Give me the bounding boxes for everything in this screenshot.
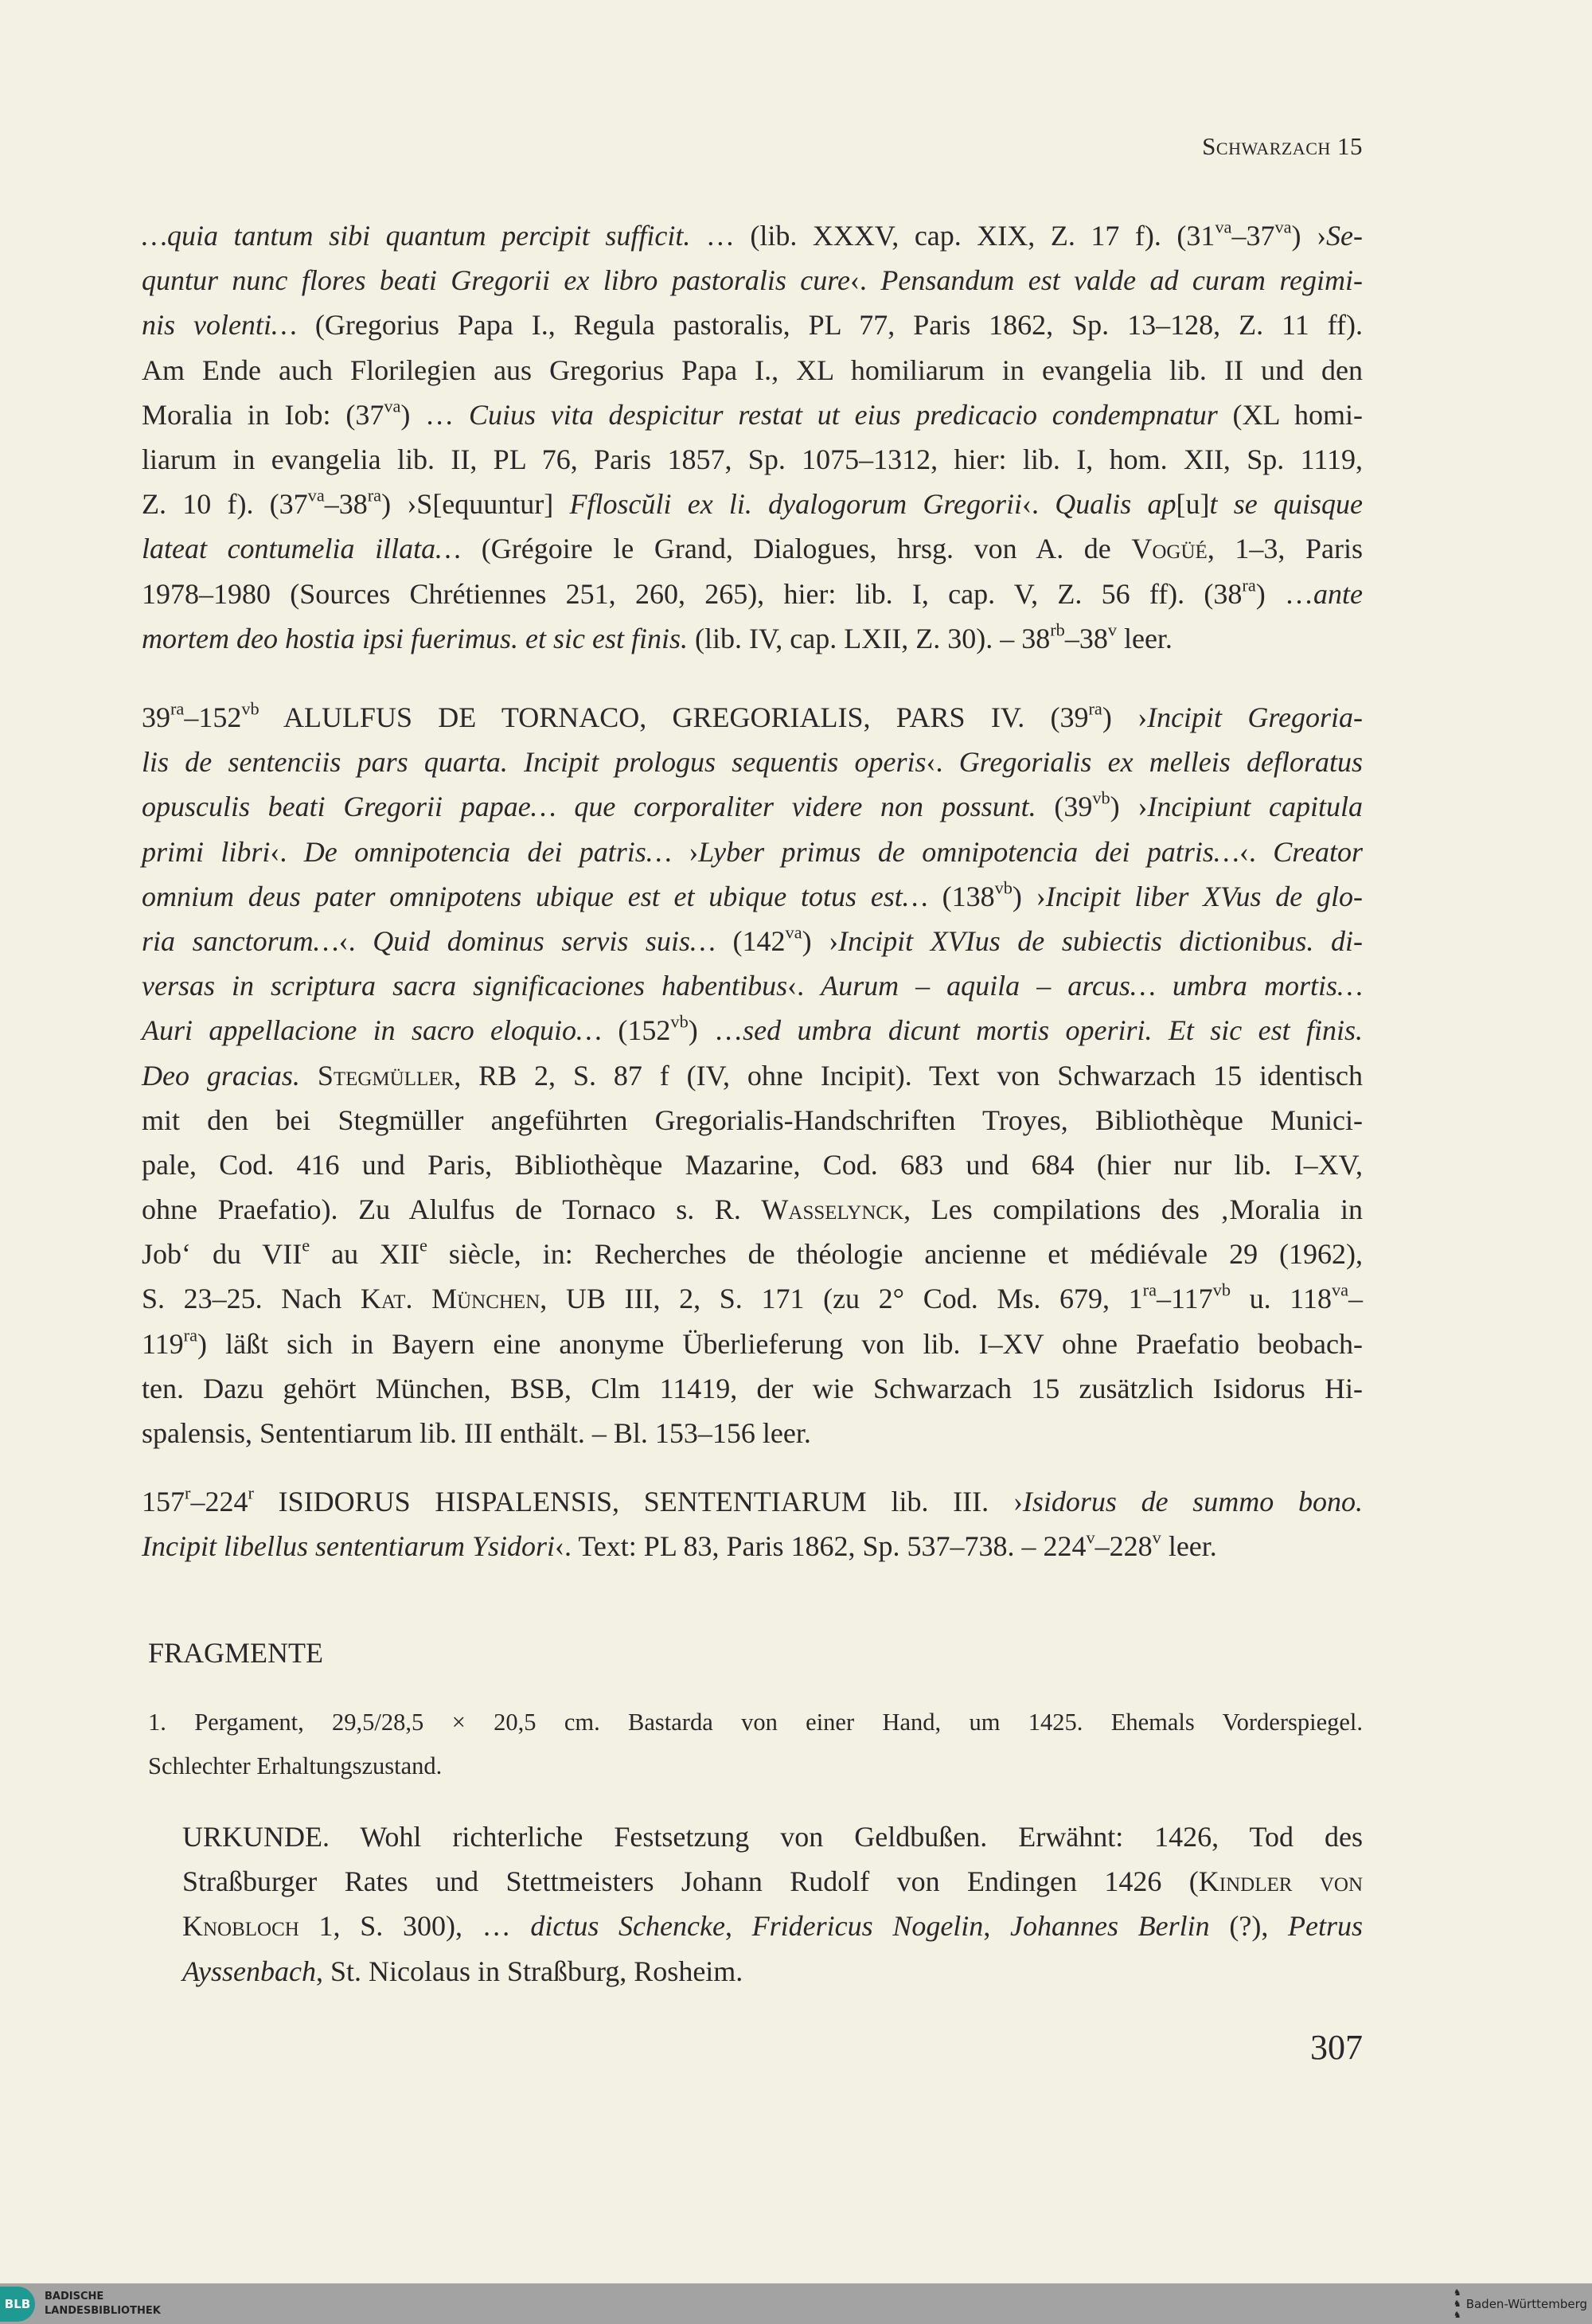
text-run: leer. xyxy=(1161,1530,1217,1563)
folio-superscript: vb xyxy=(994,877,1013,898)
text-line xyxy=(142,1008,1363,1053)
text-run: –38 xyxy=(324,488,368,521)
page-number: 307 xyxy=(1310,2028,1363,2067)
text-run: leer. xyxy=(1116,622,1173,654)
italic-quote: Incipit libellus sententiarum Ysidori xyxy=(142,1530,555,1563)
italic-quote: Johannes Berlin xyxy=(1010,1910,1210,1943)
text-line xyxy=(142,830,1363,874)
running-head: Schwarzach 15 xyxy=(1202,132,1363,160)
text-line xyxy=(142,874,1363,919)
text-run: ‹. xyxy=(1239,835,1274,868)
text-line xyxy=(142,572,1363,616)
italic-quote: Cuius vita despicitur restat ut eius predicacio condempnatur xyxy=(468,398,1218,431)
text-line xyxy=(142,616,1363,661)
text-line xyxy=(182,1859,1363,1904)
state-name: Baden-Württemberg xyxy=(1465,2297,1587,2311)
text-run: ) ›S[equuntur] xyxy=(381,488,570,521)
text-run: (Grégoire le Grand, Dialogues, hrsg. von A. de xyxy=(461,533,1132,565)
text-run: –37 xyxy=(1231,220,1275,252)
fragment-item-1 xyxy=(148,1701,1363,1788)
folio-superscript: va xyxy=(1331,1279,1349,1300)
text-line xyxy=(142,1322,1363,1366)
text-run: Job‘ du VII xyxy=(142,1238,302,1271)
italic-quote: Incipit Gregoria- xyxy=(1147,701,1363,733)
folio-superscript: vb xyxy=(670,1011,689,1032)
folio-superscript: va xyxy=(1215,217,1232,237)
italic-quote: ria sanctorum… xyxy=(142,924,339,957)
text-line xyxy=(142,1142,1363,1187)
text-line xyxy=(148,1744,1363,1788)
text-line xyxy=(142,784,1363,829)
text-run: ISIDORUS HISPALENSIS, SENTENTIARUM lib. III. › xyxy=(253,1486,1023,1517)
text-run: – xyxy=(1348,1283,1364,1315)
small-caps-name: Kat. München xyxy=(360,1283,540,1315)
text-run: (152 xyxy=(602,1014,671,1047)
small-caps-name: Stegmüller xyxy=(317,1059,455,1092)
italic-quote: …quia tantum sibi quantum percipit sufficit. xyxy=(142,220,691,252)
text-run: 1, S. 300), … xyxy=(298,1910,531,1943)
small-caps-name: Vogüé xyxy=(1131,533,1208,565)
text-run: ‹. xyxy=(270,835,304,868)
italic-quote: Qualis ap xyxy=(1055,488,1176,521)
library-name-line1: BADISCHE xyxy=(45,2291,104,2303)
text-run: (142 xyxy=(715,924,786,957)
text-run: 1978–1980 (Sources Chrétiennes 251, 260, 265), hier: lib. I, cap. V, Z. 56 ff). (38 xyxy=(142,577,1243,610)
text-line xyxy=(142,437,1363,482)
italic-quote: primi libri xyxy=(142,835,271,868)
folio-superscript: v xyxy=(1086,1527,1095,1548)
italic-quote: Ayssenbach xyxy=(182,1955,316,1987)
italic-quote: versas in scriptura sacra significaciones habentibus xyxy=(142,970,788,1002)
text-run: (?), xyxy=(1209,1910,1289,1943)
text-run: ‹. xyxy=(1022,488,1055,521)
text-line xyxy=(142,1053,1363,1098)
italic-quote: lateat contumelia illata… xyxy=(142,533,462,565)
text-run: (39 xyxy=(1036,791,1093,823)
text-run: au XII xyxy=(310,1238,419,1271)
folio-superscript: ra xyxy=(183,1325,198,1346)
text-run: , xyxy=(983,1910,1011,1943)
small-caps-name: Kindler von xyxy=(1198,1865,1364,1898)
text-run: , Les compilations des ‚Moralia in xyxy=(903,1193,1363,1226)
text-run: ) läßt sich in Bayern eine anonyme Überlieferung von lib. I–XV ohne Praefatio beobach- xyxy=(197,1327,1363,1360)
text-line xyxy=(142,1524,1363,1568)
text-run: liarum in evangelia lib. II, PL 76, Paris 1857, Sp. 1075–1312, hier: lib. I, hom. XII, Sp. 1119, xyxy=(142,443,1363,475)
text-run: ‹. xyxy=(926,746,959,779)
text-line xyxy=(182,1949,1363,1994)
italic-quote: Incipit XVIus de subiectis dictionibus. di- xyxy=(838,924,1363,957)
text-line xyxy=(142,393,1363,437)
text-run: Z. 10 f). (37 xyxy=(142,488,308,521)
text-run: –152 xyxy=(184,701,242,733)
folio-superscript: v xyxy=(1107,619,1117,640)
folio-superscript: ra xyxy=(170,698,185,719)
text-run: –117 xyxy=(1157,1283,1213,1315)
text-run: ) › xyxy=(1110,791,1148,823)
folio-superscript: r xyxy=(248,1482,254,1503)
folio-superscript: ra xyxy=(1142,1279,1157,1300)
baden-wuerttemberg-logo[interactable] xyxy=(1453,2287,1587,2322)
paragraph-alulfus-de-tornaco xyxy=(142,695,1363,1455)
text-run: (Gregorius Papa I., Regula pastoralis, PL 77, Paris 1862, Sp. 13–128, Z. 11 ff). xyxy=(296,309,1363,342)
text-run: … (lib. XXXV, cap. XIX, Z. 17 f). (31 xyxy=(690,220,1215,252)
text-run: ten. Dazu gehört München, BSB, Clm 11419, der wie Schwarzach 15 zusätzlich Isidorus Hi- xyxy=(142,1372,1363,1404)
text-run: mit den bei Stegmüller angeführten Gregorialis-Handschriften Troyes, Bibliothèque Munici- xyxy=(142,1103,1363,1136)
folio-superscript: e xyxy=(419,1235,427,1256)
folio-superscript: vb xyxy=(241,698,259,719)
text-line xyxy=(142,303,1363,347)
text-run: Am Ende auch Florilegien aus Gregorius Papa I., XL homiliarum in evangelia lib. II und den xyxy=(142,353,1363,386)
text-line xyxy=(142,1411,1363,1455)
text-run: 157 xyxy=(142,1486,185,1517)
italic-quote: Deo gracias. xyxy=(142,1059,300,1092)
folio-superscript: vb xyxy=(1092,787,1110,808)
folio-superscript: ra xyxy=(1242,574,1256,595)
italic-quote: nis volenti… xyxy=(142,309,297,342)
text-run: Schlechter Erhaltungszustand. xyxy=(148,1752,443,1779)
text-run: ) › xyxy=(802,924,839,957)
folio-superscript: va xyxy=(785,922,802,943)
text-run: ) … xyxy=(400,398,469,431)
italic-quote: Incipit liber XVus de glo- xyxy=(1045,880,1363,912)
viewer-footer-bar xyxy=(0,2283,1592,2324)
folio-superscript: vb xyxy=(1212,1279,1231,1300)
italic-quote: Se- xyxy=(1326,220,1363,252)
text-line xyxy=(142,1479,1363,1524)
text-line xyxy=(142,1366,1363,1411)
section-heading-fragmente: FRAGMENTE xyxy=(148,1637,324,1669)
text-line xyxy=(182,1904,1363,1948)
italic-quote: Gregorialis ex melleis defloratus xyxy=(958,746,1363,779)
folio-superscript: va xyxy=(384,396,401,416)
folio-superscript: va xyxy=(1274,217,1292,237)
text-run: pale, Cod. 416 und Paris, Bibliothèque Mazarine, Cod. 683 und 684 (hier nur lib. I–XV, xyxy=(142,1148,1363,1181)
text-run: ) … xyxy=(688,1014,743,1047)
text-run: –224 xyxy=(190,1486,248,1517)
italic-quote: Fridericus Nogelin xyxy=(751,1910,984,1943)
text-run: , xyxy=(724,1910,752,1943)
text-run: (138 xyxy=(927,880,995,912)
text-run: siècle, in: Recherches de théologie ancienne et médiévale 29 (1962), xyxy=(427,1238,1364,1271)
text-line xyxy=(142,348,1363,393)
italic-quote: opusculis beati Gregorii papae… que corporaliter videre non possunt. xyxy=(142,791,1036,823)
text-run: [u] xyxy=(1176,488,1210,521)
small-caps-name: Wasselynck xyxy=(761,1193,904,1226)
text-run: u. 118 xyxy=(1231,1283,1332,1315)
italic-quote: Petrus xyxy=(1288,1910,1364,1943)
italic-quote: Auri appellacione in sacro eloquio… xyxy=(142,1014,603,1047)
text-line xyxy=(142,526,1363,571)
italic-quote: Aurum – aquila – arcus… umbra mortis… xyxy=(821,970,1363,1002)
text-run: Straßburger Rates und Stettmeisters Johann Rudolf von Endingen 1426 ( xyxy=(182,1865,1199,1898)
paragraph-urkunde xyxy=(182,1814,1363,1994)
library-name-line2: LANDESBIBLIOTHEK xyxy=(45,2305,161,2317)
text-line xyxy=(142,482,1363,526)
italic-quote: sed umbra dicunt mortis operiri. Et sic est finis. xyxy=(743,1014,1363,1047)
text-line xyxy=(142,963,1363,1008)
italic-quote: quntur nunc flores beati Gregorii ex libro pastoralis cure xyxy=(142,264,850,297)
paragraph-gregorius-excerpts xyxy=(142,213,1363,661)
text-line xyxy=(142,258,1363,303)
folio-superscript: va xyxy=(307,485,325,506)
blb-logo-icon[interactable]: BLB xyxy=(0,2287,35,2322)
text-run xyxy=(300,1060,318,1092)
italic-quote: lis de sentenciis pars quarta. Incipit prologus sequentis operis xyxy=(142,746,927,779)
italic-quote: Incipiunt capitula xyxy=(1147,791,1363,823)
text-run: S. 23–25. Nach xyxy=(142,1283,361,1315)
italic-quote: mortem deo hostia ipsi fuerimus. et sic est finis. xyxy=(142,622,688,654)
text-run: ) › xyxy=(1012,880,1046,912)
text-line xyxy=(142,1232,1363,1276)
folio-superscript: ra xyxy=(1088,698,1102,719)
text-run: , 1–3, Paris xyxy=(1207,533,1364,565)
text-line xyxy=(142,1098,1363,1142)
text-run: › xyxy=(671,835,699,868)
text-run: 1. Pergament, 29,5/28,5 × 20,5 cm. Bastarda von einer Hand, um 1425. Ehemals Vorderspiegel. xyxy=(148,1709,1363,1736)
text-run: 119 xyxy=(142,1327,184,1360)
italic-quote: dictus Schencke xyxy=(530,1910,725,1943)
italic-quote: Quid dominus servis suis… xyxy=(373,924,716,957)
text-run: URKUNDE. Wohl richterliche Festsetzung von Geldbußen. Erwähnt: 1426, Tod des xyxy=(182,1821,1363,1853)
text-line xyxy=(142,1187,1363,1232)
text-run: (XL homi- xyxy=(1217,398,1363,431)
italic-quote: Lyber primus de omnipotencia dei patris… xyxy=(698,835,1239,868)
text-run: (lib. IV, cap. LXII, Z. 30). – 38 xyxy=(687,622,1051,654)
italic-quote: t se quisque xyxy=(1209,488,1363,521)
paragraph-isidorus xyxy=(142,1479,1363,1568)
text-line xyxy=(142,1276,1363,1321)
text-run: ohne Praefatio). Zu Alulfus de Tornaco s. R. xyxy=(142,1193,762,1226)
folio-superscript: v xyxy=(1152,1527,1161,1548)
text-run: ) › xyxy=(1291,220,1327,252)
folio-superscript: rb xyxy=(1050,619,1065,640)
text-line xyxy=(142,919,1363,963)
text-line xyxy=(142,695,1363,740)
text-run: , RB 2, S. 87 f (IV, ohne Incipit). Text von Schwarzach 15 identisch xyxy=(454,1059,1363,1092)
text-run: –38 xyxy=(1064,622,1108,654)
text-run: 39 xyxy=(142,701,170,733)
lions-icon: ♞ ♞ ♞ xyxy=(1453,2287,1461,2320)
text-line xyxy=(182,1814,1363,1859)
text-line xyxy=(142,213,1363,258)
text-run: ‹. Text: PL 83, Paris 1862, Sp. 537–738. – 224 xyxy=(555,1530,1087,1563)
text-line xyxy=(148,1701,1363,1744)
folio-superscript: ra xyxy=(367,485,382,506)
text-run: spalensis, Sententiarum lib. III enthält. – Bl. 153–156 leer. xyxy=(142,1417,811,1449)
text-run: ‹. xyxy=(787,970,821,1002)
italic-quote: Ffloscŭli ex li. dyalogorum Gregorii xyxy=(569,488,1023,521)
text-run: , UB III, 2, S. 171 (zu 2° Cod. Ms. 679, 1 xyxy=(540,1283,1143,1315)
italic-quote: Pensandum est valde ad curam regimi- xyxy=(880,264,1363,297)
text-run: , St. Nicolaus in Straßburg, Rosheim. xyxy=(315,1955,743,1987)
folio-superscript: e xyxy=(302,1235,310,1256)
folio-superscript: r xyxy=(185,1482,191,1503)
italic-quote: Isidorus de summo bono. xyxy=(1022,1486,1363,1517)
text-run: ) › xyxy=(1102,701,1148,733)
text-run: ALULFUS DE TORNACO, GREGORIALIS, PARS IV. (39 xyxy=(259,701,1089,733)
text-run: ) … xyxy=(1255,577,1314,610)
text-line xyxy=(142,740,1363,784)
text-run: ‹. xyxy=(849,264,881,297)
italic-quote: Creator xyxy=(1273,835,1363,868)
text-run: ‹. xyxy=(338,924,373,957)
italic-quote: omnium deus pater omnipotens ubique est et ubique totus est… xyxy=(142,880,928,912)
text-run: –228 xyxy=(1094,1530,1153,1563)
italic-quote: ante xyxy=(1313,577,1363,610)
text-run: Moralia in Iob: (37 xyxy=(142,398,384,431)
italic-quote: De omnipotencia dei patris… xyxy=(303,835,672,868)
small-caps-name: Knobloch xyxy=(182,1910,299,1943)
library-name xyxy=(45,2290,161,2318)
